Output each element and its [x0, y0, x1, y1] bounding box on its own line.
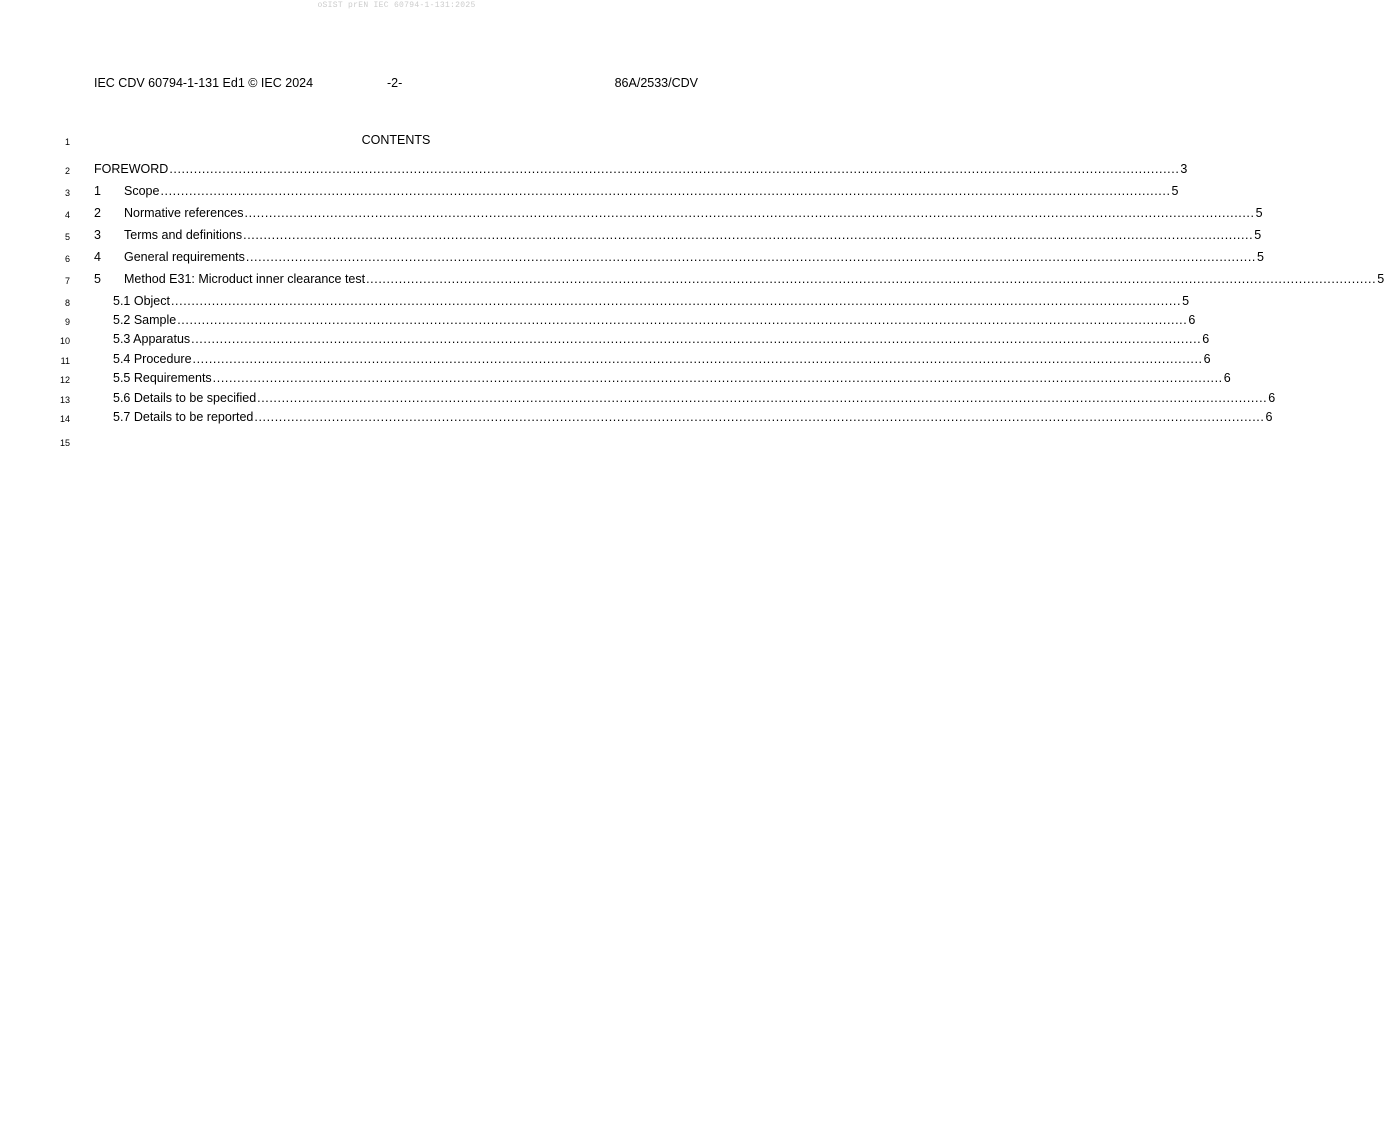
toc-entry-terms-definitions[interactable]	[94, 227, 1262, 243]
dot-leader: ........................................................................................................................................................................................................................................................	[366, 272, 1377, 286]
toc-entry-number: 5	[94, 272, 101, 286]
toc-entry-title: 5.3 Apparatus	[113, 332, 191, 346]
toc-entry-page: 5	[1182, 294, 1190, 308]
watermark: oSIST prEN IEC 60794-1-131:2025	[317, 1, 476, 10]
toc-entry-sample[interactable]	[113, 312, 1196, 328]
line-number: 15	[59, 438, 70, 448]
line-number: 8	[64, 298, 70, 308]
toc-entry-number: 2	[94, 206, 101, 220]
toc-entry-title: 5.6 Details to be specified	[113, 391, 257, 405]
toc-entry-procedure[interactable]	[113, 351, 1211, 367]
toc-entry-page: 3	[1180, 162, 1188, 176]
line-number: 10	[59, 336, 70, 346]
toc-entry-title: 5.7 Details to be reported	[113, 410, 254, 424]
header-document-id: IEC CDV 60794-1-131 Ed1 © IEC 2024	[94, 76, 314, 90]
line-number: 12	[59, 375, 70, 385]
toc-entry-general-requirements[interactable]	[94, 249, 1264, 265]
line-number: 11	[60, 356, 70, 366]
toc-entry-title: Normative references	[124, 206, 244, 220]
toc-entry-number: 1	[94, 184, 101, 198]
toc-entry-number: 3	[94, 228, 101, 242]
toc-entry-details-reported[interactable]	[113, 409, 1273, 425]
toc-entry-details-specified[interactable]	[113, 390, 1276, 406]
line-number: 5	[64, 232, 70, 242]
toc-entry-page: 5	[1377, 272, 1384, 286]
toc-entry-title: Scope	[124, 184, 160, 198]
toc-entry-title: 5.1 Object	[113, 294, 170, 308]
toc-entry-title: 5.4 Procedure	[113, 352, 192, 366]
line-number: 13	[59, 395, 70, 405]
line-number: 14	[59, 414, 70, 424]
line-number: 2	[64, 166, 70, 176]
dot-leader: ........................................................................................................................................................................................................................................................	[160, 184, 1171, 198]
toc-entry-title: 5.2 Sample	[113, 313, 177, 327]
line-number: 4	[64, 210, 70, 220]
toc-entry-title: Terms and definitions	[124, 228, 243, 242]
toc-entry-number: 4	[94, 250, 101, 264]
dot-leader: ........................................................................................................................................................................................................................................................	[244, 206, 1255, 220]
line-number: 1	[64, 137, 70, 147]
dot-leader: ........................................................................................................................................................................................................................................................	[254, 410, 1265, 424]
header-reference: 86A/2533/CDV	[614, 76, 698, 90]
toc-entry-page: 5	[1254, 228, 1262, 242]
toc-entry-page: 5	[1255, 206, 1263, 220]
line-number: 3	[64, 188, 70, 198]
line-number: 9	[64, 317, 70, 327]
toc-entry-page: 6	[1202, 332, 1210, 346]
line-number: 7	[64, 276, 70, 286]
toc-entry-page: 6	[1268, 391, 1276, 405]
contents-title: CONTENTS	[361, 133, 431, 147]
toc-entry-normative-references[interactable]	[94, 205, 1263, 221]
toc-entry-page: 6	[1203, 352, 1211, 366]
dot-leader: ........................................................................................................................................................................................................................................................	[243, 228, 1254, 242]
toc-entry-page: 6	[1223, 371, 1231, 385]
header-page-number: -2-	[387, 76, 403, 90]
toc-entry-title: Method E31: Microduct inner clearance test	[124, 272, 366, 286]
dot-leader: ........................................................................................................................................................................................................................................................	[191, 332, 1202, 346]
toc-entry-foreword[interactable]	[94, 161, 1188, 177]
toc-entry-page: 5	[1256, 250, 1264, 264]
dot-leader: ........................................................................................................................................................................................................................................................	[245, 250, 1256, 264]
dot-leader: ........................................................................................................................................................................................................................................................	[212, 371, 1223, 385]
toc-entry-scope[interactable]	[94, 183, 1179, 199]
toc-entry-page: 6	[1265, 410, 1273, 424]
toc-entry-object[interactable]	[113, 293, 1190, 309]
toc-entry-method-e31[interactable]	[94, 271, 1384, 287]
dot-leader: ........................................................................................................................................................................................................................................................	[192, 352, 1203, 366]
toc-entry-page: 5	[1171, 184, 1179, 198]
toc-entry-apparatus[interactable]	[113, 331, 1210, 347]
toc-entry-title: FOREWORD	[94, 162, 169, 176]
toc-entry-title: 5.5 Requirements	[113, 371, 212, 385]
dot-leader: ........................................................................................................................................................................................................................................................	[170, 294, 1182, 308]
line-number: 6	[64, 254, 70, 264]
dot-leader: ........................................................................................................................................................................................................................................................	[257, 391, 1268, 405]
toc-entry-page: 6	[1188, 313, 1196, 327]
toc-entry-title: General requirements	[124, 250, 245, 264]
dot-leader: ........................................................................................................................................................................................................................................................	[169, 162, 1180, 176]
toc-entry-requirements[interactable]	[113, 370, 1231, 386]
dot-leader: ........................................................................................................................................................................................................................................................	[177, 313, 1188, 327]
